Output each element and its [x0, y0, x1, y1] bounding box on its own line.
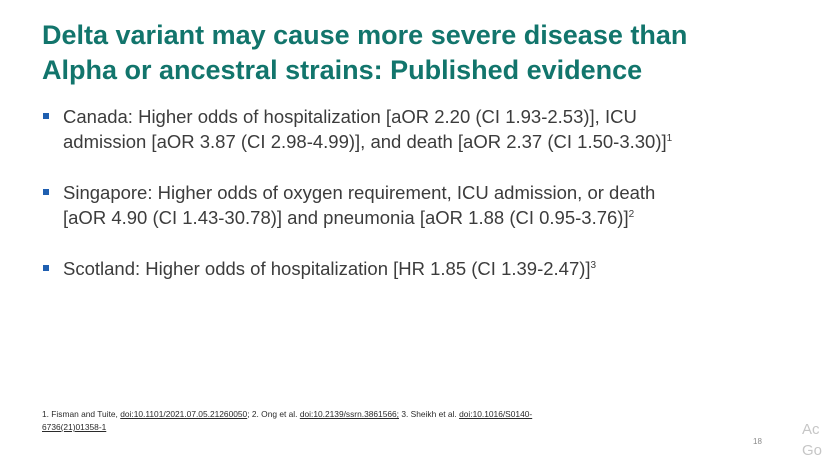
slide-title-line-2: Alpha or ancestral strains: Published evidence — [42, 55, 643, 85]
reference-3-prefix: 3. Sheikh et al. — [399, 409, 460, 419]
watermark-line-1: Ac — [802, 421, 820, 438]
bullet-scotland-line-1 — [63, 256, 782, 281]
slide-title — [42, 18, 782, 88]
footnote-line-2 — [42, 421, 722, 434]
bullet-canada — [42, 104, 782, 154]
footnote-line-1 — [42, 408, 722, 421]
bullet-singapore-line-1: Singapore: Higher odds of oxygen requirement, ICU admission, or death — [63, 182, 656, 203]
slide-title-line-1: Delta variant may cause more severe disease than — [42, 20, 688, 50]
square-bullet-icon — [43, 113, 49, 119]
square-bullet-icon — [43, 265, 49, 271]
reference-1-prefix: 1. Fisman and Tuite, — [42, 409, 121, 419]
reference-2-prefix: ; 2. Ong et al. — [247, 409, 300, 419]
bullet-canada-line-2-text: admission [aOR 3.87 (CI 2.98-4.99)], and death [aOR 2.37 (CI 1.50-3.30)] — [63, 131, 667, 152]
reference-superscript-2: 2 — [628, 209, 635, 220]
evidence-bullet-list — [42, 104, 782, 281]
bullet-singapore-line-2 — [63, 205, 782, 230]
square-bullet-icon — [43, 189, 49, 195]
bullet-canada-line-1: Canada: Higher odds of hospitalization [aOR 2.20 (CI 1.93-2.53)], ICU — [63, 106, 637, 127]
slide-page-number: 18 — [753, 437, 762, 446]
reference-1-doi-link[interactable]: doi:10.1101/2021.07.05.21260050 — [120, 409, 248, 419]
reference-3-doi-link-part-1[interactable]: doi:10.1016/S0140- — [459, 409, 533, 419]
reference-3-doi-link-part-2[interactable]: 6736(21)01358-1 — [42, 422, 107, 432]
reference-superscript-3: 3 — [590, 260, 597, 271]
bullet-scotland-line-1-text: Scotland: Higher odds of hospitalization [HR 1.85 (CI 1.39-2.47)] — [63, 258, 591, 279]
bullet-singapore — [42, 180, 782, 230]
bullet-canada-line-2 — [63, 129, 782, 154]
references-footnote — [42, 408, 722, 434]
reference-2-doi-link[interactable]: doi:10.2139/ssrn.3861566; — [299, 409, 400, 419]
reference-superscript-1: 1 — [666, 133, 673, 144]
bullet-scotland — [42, 256, 782, 281]
watermark-line-2: Go — [802, 442, 823, 459]
bullet-singapore-line-2-text: [aOR 4.90 (CI 1.43-30.78)] and pneumonia [aOR 1.88 (CI 0.95-3.76)] — [63, 207, 629, 228]
